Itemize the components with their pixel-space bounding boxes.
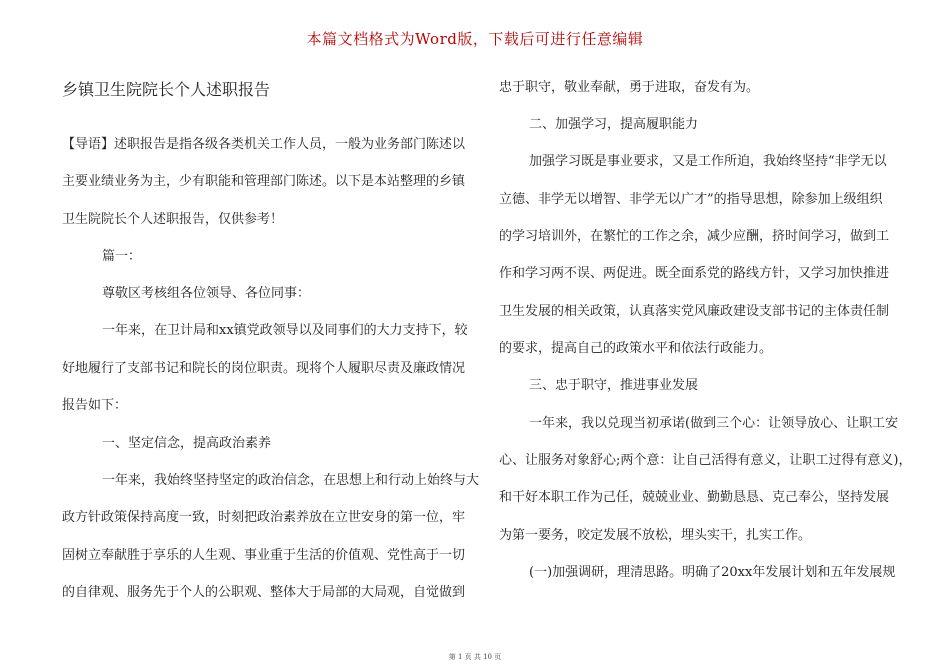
- paragraph-line: 一年来，在卫计局和xx镇党政领导以及同事们的大力支持下，较: [102, 323, 468, 338]
- paragraph-line: 一年来，我以兑现当初承诺(做到三个心：让领导放心、让职工安: [529, 416, 899, 431]
- paragraph-line: 一年来，我始终坚持坚定的政治信念，在思想上和行动上始终与大: [102, 473, 480, 488]
- paragraph-line: 的自律观、服务先于个人的公职观、整体大于局部的大局观，自觉做到: [62, 585, 466, 600]
- paragraph-line: 主要业绩业务为主，少有职能和管理部门陈述。以下是本站整理的乡镇: [62, 174, 466, 189]
- paragraph-line: 的要求，提高自己的政策水平和依法行政能力。: [499, 341, 773, 356]
- paragraph-line: 卫生发展的相关政策，认真落实党风廉政建设支部书记的主体责任制: [499, 304, 890, 319]
- paragraph-line: 固树立奉献胜于享乐的人生观、事业重于生活的价值观、党性高于一切: [62, 548, 466, 563]
- paragraph-line: 立德、非学无以增智、非学无以广才”的指导思想，除参加上级组织: [499, 192, 883, 207]
- paragraph-line: 【导语】述职报告是指各级各类机关工作人员，一般为业务部门陈述以: [62, 137, 466, 152]
- section-heading: 一、坚定信念，提高政治素养: [102, 436, 272, 451]
- paragraph-line: 卫生院院长个人述职报告，仅供参考！: [62, 212, 284, 227]
- paragraph-line: 心、让服务对象舒心;两个意：让自己活得有意义，让职工过得有意义)，: [499, 453, 912, 468]
- page-number: 第 1 页 共 10 页: [448, 653, 502, 661]
- salutation: 尊敬区考核组各位领导、各位同事：: [102, 286, 311, 301]
- paragraph-line: (一)加强调研，理清思路。明确了20xx年发展计划和五年发展规: [529, 565, 896, 580]
- paragraph-line: 报告如下：: [62, 398, 128, 413]
- document-banner: 本篇文档格式为Word版，下载后可进行任意编辑: [306, 30, 644, 48]
- paragraph-line: 政方针政策保持高度一致，时刻把政治素养放在立世安身的第一位，牢: [62, 510, 466, 525]
- paragraph-line: 好地履行了支部书记和院长的岗位职责。现将个人履职尽责及廉政情况: [62, 361, 466, 376]
- paragraph-line: 为第一要务，咬定发展不放松，埋头实干，扎实工作。: [499, 528, 812, 543]
- paragraph-line: 加强学习既是事业要求，又是工作所迫，我始终坚持“非学无以: [529, 154, 887, 169]
- section-label: 篇一：: [102, 249, 142, 264]
- section-heading: 二、加强学习，提高履职能力: [529, 117, 699, 132]
- paragraph-line: 作和学习两不误、两促进。既全面系党的路线方针，又学习加快推进: [499, 266, 890, 281]
- paragraph-line: 和干好本职工作为己任，兢兢业业、勤勤恳恳、克己奉公，坚持发展: [499, 490, 890, 505]
- section-heading: 三、忠于职守，推进事业发展: [529, 378, 699, 393]
- paragraph-line: 的学习培训外，在繁忙的工作之余，减少应酬，挤时间学习，做到工: [499, 229, 890, 244]
- paragraph-line: 忠于职守，敬业奉献，勇于进取，奋发有为。: [499, 80, 760, 95]
- document-title: 乡镇卫生院院长个人述职报告: [62, 80, 271, 99]
